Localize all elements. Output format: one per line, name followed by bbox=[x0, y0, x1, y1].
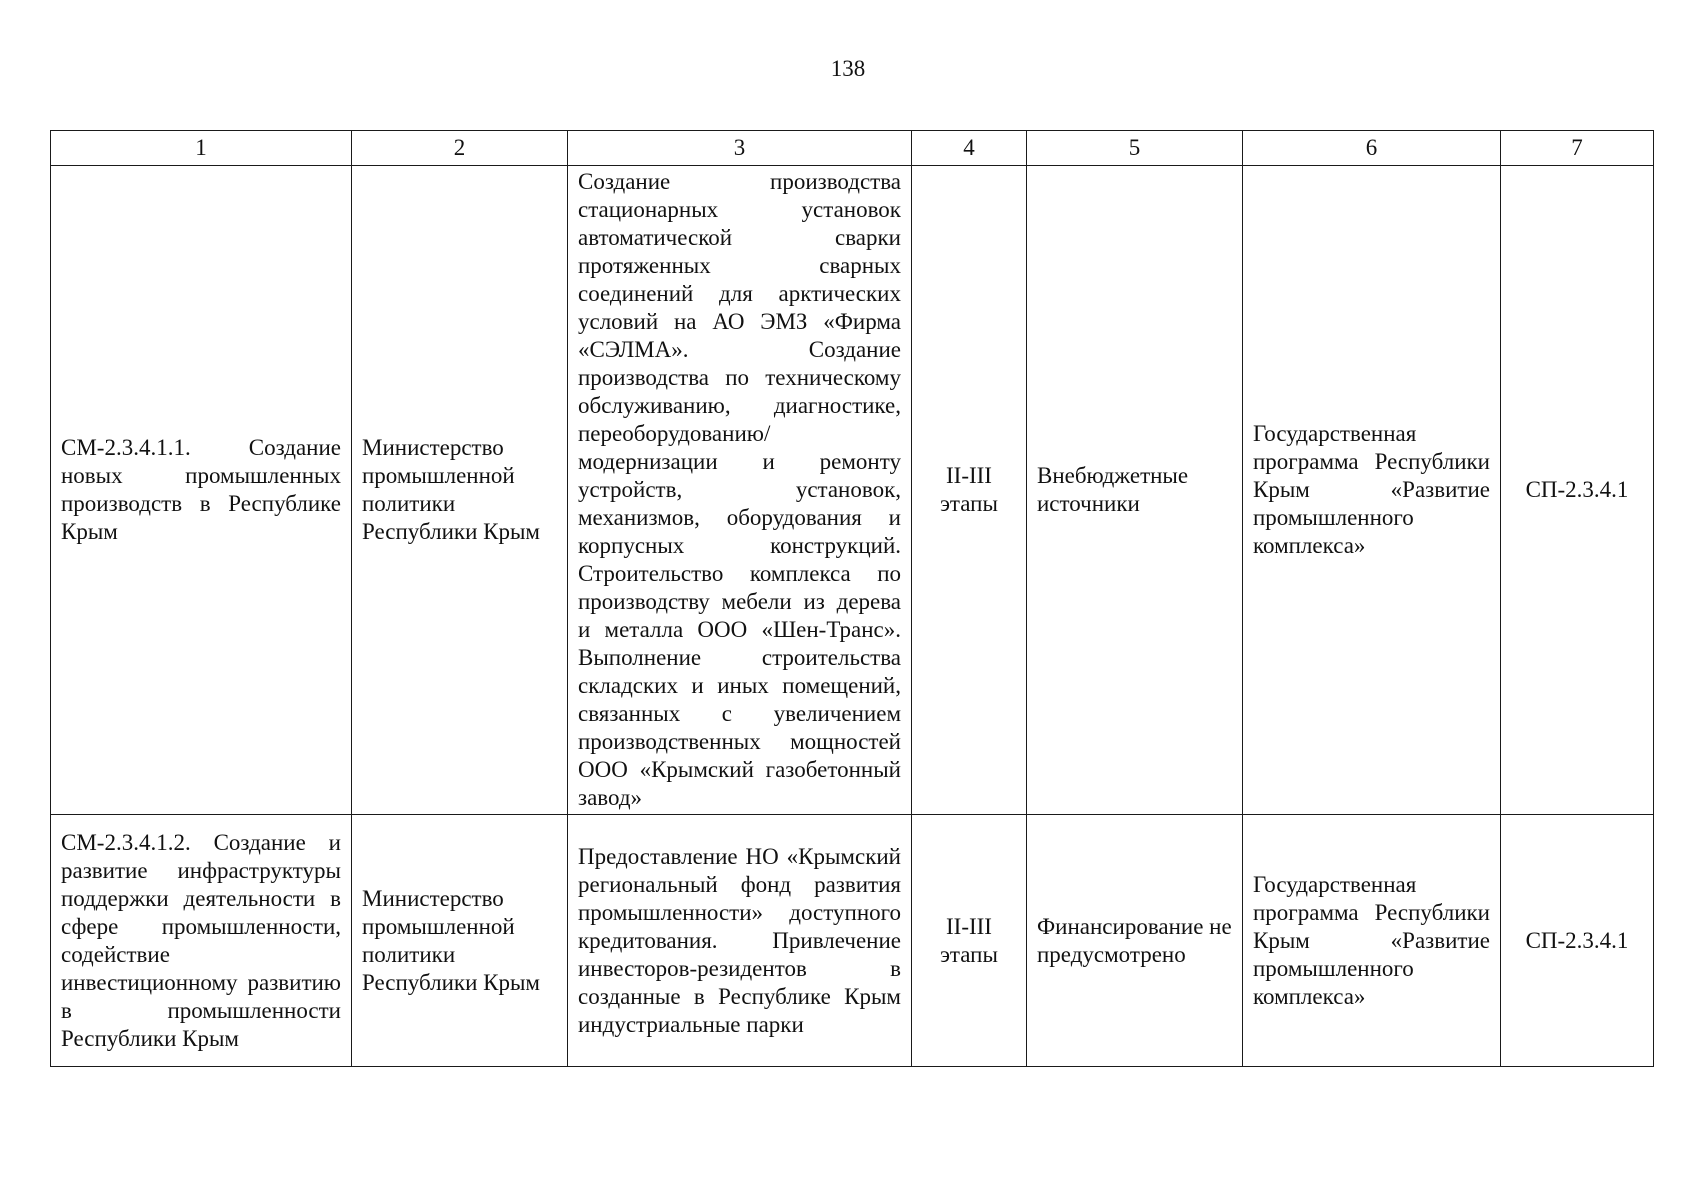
table-row bbox=[51, 166, 1654, 815]
program-cell: Государственная программа Республики Крым «Развитие промышленного комплекса» bbox=[1243, 815, 1501, 1067]
program-cell: Государственная программа Республики Крым «Развитие промышленного комплекса» bbox=[1243, 166, 1501, 815]
column-header-7: 7 bbox=[1501, 131, 1654, 166]
description-cell: Создание производства стационарных установок автоматической сварки протяженных сварных соединений для арктических условий на АО ЭМЗ «Фирма «СЭЛМА». Создание производства по техническому обслуживанию, диагностике, переоборудованию/ модернизации и ремонту устройств, установок, механизмов, оборудования и корпусных конструкций. Строительство комплекса по производству мебели из дерева и металла ООО «Шен-Транс». Выполнение строительства складских и иных помещений, связанных с увеличением производственных мощностей ООО «Крымский газобетонный завод» bbox=[568, 166, 912, 815]
measure-cell: СМ-2.3.4.1.1. Создание новых промышленных производств в Республике Крым bbox=[51, 166, 352, 815]
measure-cell: СМ-2.3.4.1.2. Создание и развитие инфраструктуры поддержки деятельности в сфере промышленности, содействие инвестиционному развитию в промышленности Республики Крым bbox=[51, 815, 352, 1067]
code-cell: СП-2.3.4.1 bbox=[1501, 815, 1654, 1067]
page-number: 138 bbox=[830, 56, 866, 81]
column-header-4: 4 bbox=[912, 131, 1027, 166]
measures-table bbox=[50, 130, 1654, 1067]
code-cell: СП-2.3.4.1 bbox=[1501, 166, 1654, 815]
column-header-3: 3 bbox=[568, 131, 912, 166]
executor-cell: Министерство промышленной политики Республики Крым bbox=[352, 815, 568, 1067]
table-row bbox=[51, 815, 1654, 1067]
column-header-2: 2 bbox=[352, 131, 568, 166]
funding-cell: Внебюджетные источники bbox=[1027, 166, 1243, 815]
column-header-5: 5 bbox=[1027, 131, 1243, 166]
description-cell: Предоставление НО «Крымский региональный фонд развития промышленности» доступного кредитования. Привлечение инвесторов-резидентов в созданные в Республике Крым индустриальные парки bbox=[568, 815, 912, 1067]
executor-cell: Министерство промышленной политики Республики Крым bbox=[352, 166, 568, 815]
column-header-1: 1 bbox=[51, 131, 352, 166]
table-header-row bbox=[51, 131, 1654, 166]
stages-cell: II-III этапы bbox=[912, 166, 1027, 815]
column-header-6: 6 bbox=[1243, 131, 1501, 166]
funding-cell: Финансирование не предусмотрено bbox=[1027, 815, 1243, 1067]
stages-cell: II-III этапы bbox=[912, 815, 1027, 1067]
